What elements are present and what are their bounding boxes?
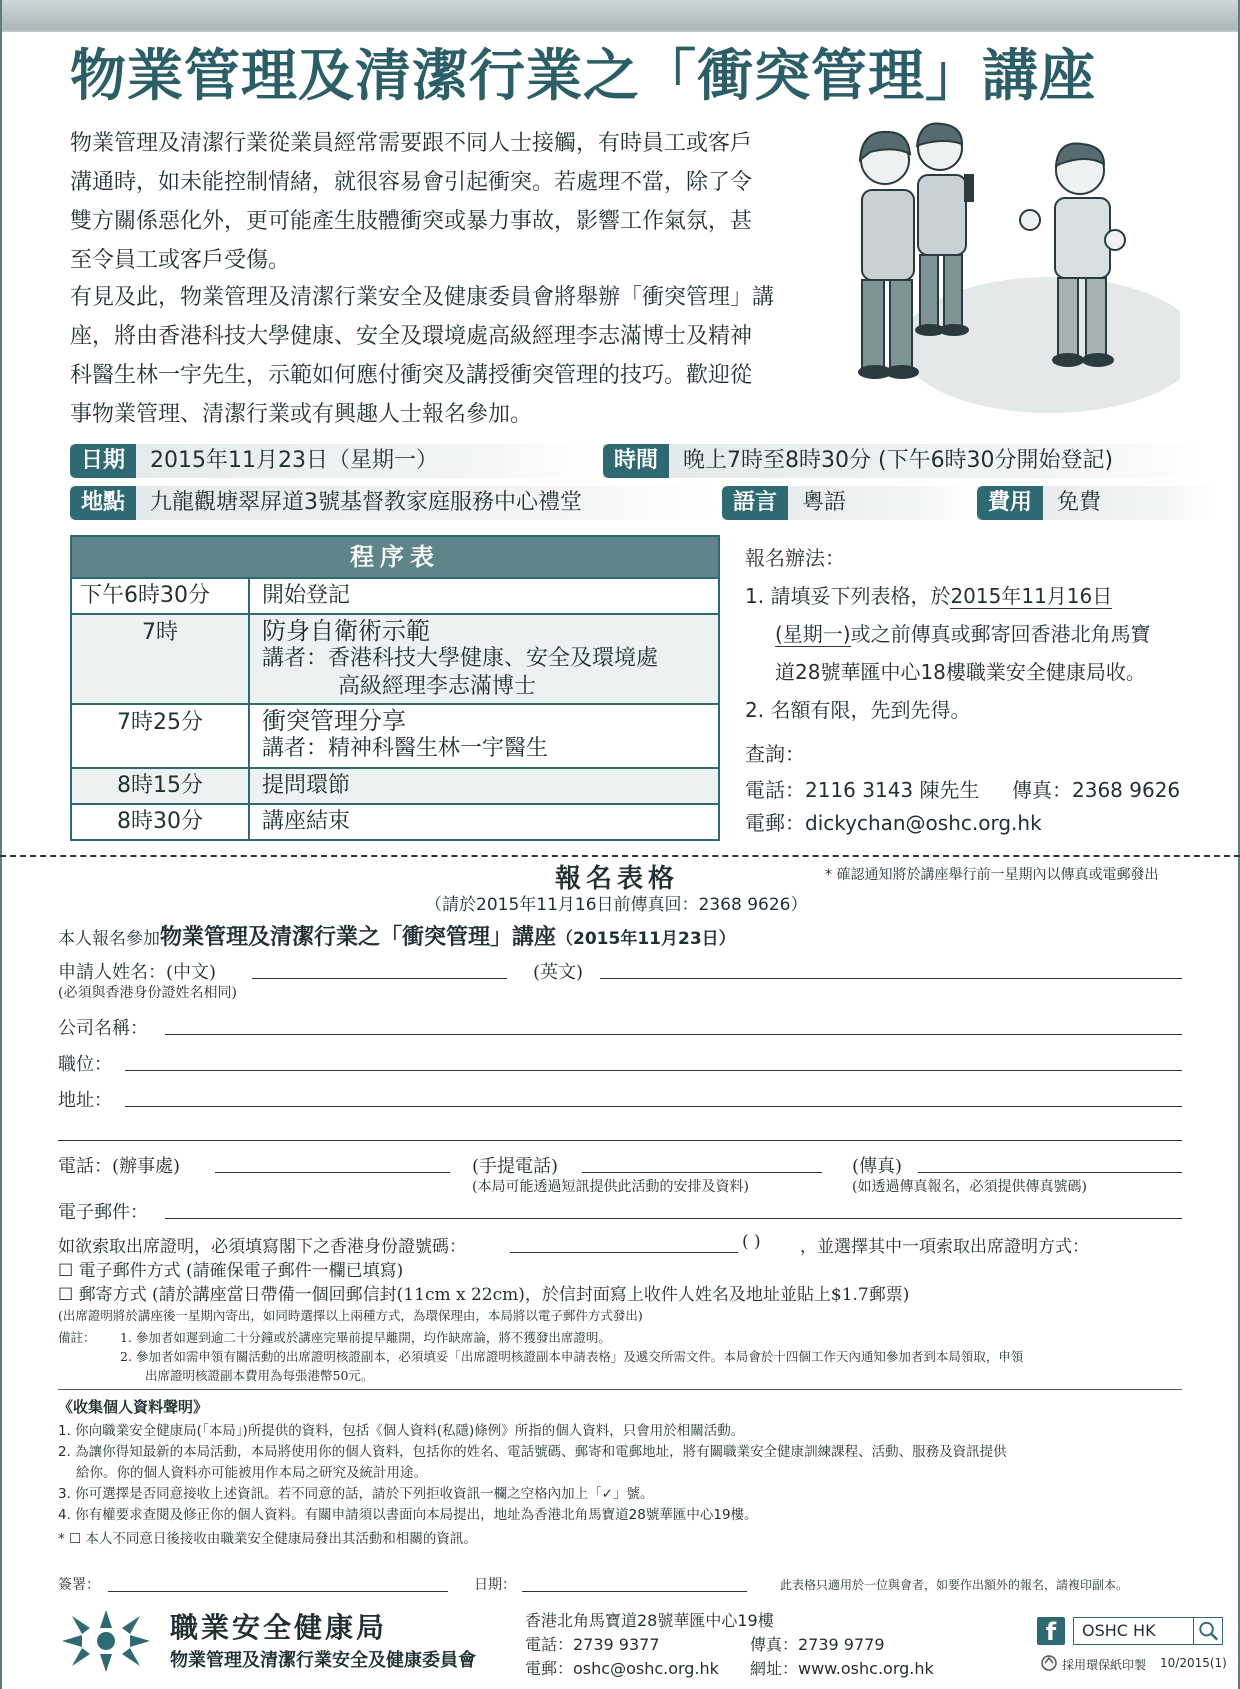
intro-paragraph-1 xyxy=(70,124,830,280)
cert-id-label: 如欲索取出席證明，必須填寫閣下之香港身份證號碼： xyxy=(58,1237,466,1257)
top-banner xyxy=(0,0,1240,32)
language-value: 粵語 xyxy=(802,490,847,515)
schedule-title: 程序表 xyxy=(72,537,718,577)
enrol-line xyxy=(58,920,736,951)
name-cn-label: 申請人姓名：(中文) xyxy=(58,962,217,983)
name-note: (必須與香港身份證姓名相同) xyxy=(58,985,237,1001)
enquiry-email[interactable]: 電郵：dickychan@oshc.org.hk xyxy=(745,811,1042,835)
enrol-event: 物業管理及清潔行業之「衝突管理」講座 xyxy=(160,925,557,950)
tel-office-field[interactable] xyxy=(215,1172,450,1173)
hkid-check-digit[interactable]: ( ) xyxy=(742,1232,761,1252)
table-row xyxy=(72,803,718,839)
schedule-activity: 防身自衛術示範 xyxy=(262,617,430,645)
intro-line: 至令員工或客戶受傷。 xyxy=(70,248,291,273)
cut-line xyxy=(0,855,1240,857)
facebook-icon[interactable]: f xyxy=(1037,1617,1065,1645)
schedule-time: 7時25分 xyxy=(72,705,250,767)
enquiry-fax: 傳真：2368 9626 xyxy=(1012,778,1181,802)
schedule-activity: 衝突管理分享 xyxy=(262,707,406,735)
cert-option-email[interactable]: ☐ 電子郵件方式 (請確保電子郵件一欄已填寫) xyxy=(58,1261,404,1281)
intro-line: 溝通時，如未能控制情緒，就很容易會引起衝突。若處理不當，除了令 xyxy=(70,170,753,195)
position-label: 職位： xyxy=(58,1054,112,1075)
name-en-label: (英文) xyxy=(533,962,584,983)
fax-label: (傳真) xyxy=(852,1156,903,1177)
fee-value: 免費 xyxy=(1057,490,1102,515)
privacy-line-1: 1. 你向職業安全健康局(「本局」)所提供的資料，包括《個人資料(私隱)條例》所指的個人資料，只會用於相關活動。 xyxy=(58,1423,745,1439)
table-row xyxy=(72,577,718,613)
privacy-line-4: 4. 你有權要求查閱及修正你的個人資料。有關申請須以書面向本局提出，地址為香港北角馬寶道28號華匯中心19樓。 xyxy=(58,1507,758,1523)
tel-mobile-note: (本局可能透過短訊提供此活動的安排及資料) xyxy=(472,1179,749,1195)
fax-field[interactable] xyxy=(918,1172,1182,1173)
footer-email[interactable]: 電郵：oshc@oshc.org.hk xyxy=(525,1659,719,1678)
schedule-time: 7時 xyxy=(72,615,250,703)
address-field-2[interactable] xyxy=(58,1140,1182,1141)
venue-value: 九龍觀塘翠屏道3號基督教家庭服務中心禮堂 xyxy=(150,490,582,515)
address-field[interactable] xyxy=(125,1106,1182,1107)
time-label: 時間 xyxy=(603,444,669,478)
registration-item-2: 2. 名額有限，先到先得。 xyxy=(745,698,971,722)
name-en-field[interactable] xyxy=(600,978,1182,979)
schedule-activity-block xyxy=(262,707,548,763)
page-border-left xyxy=(0,0,2,1689)
schedule-time: 下午6時30分 xyxy=(72,579,250,613)
tel-mobile-label: (手提電話) xyxy=(472,1156,559,1177)
schedule-activity: 開始登記 xyxy=(262,583,351,608)
cert-note: (出席證明將於講座後一星期內寄出，如同時選擇以上兩種方式，為環保理由，本局將以電子郵件方式發出) xyxy=(58,1308,643,1323)
recycle-icon xyxy=(1040,1654,1058,1672)
enrol-date: （2015年11月23日） xyxy=(556,929,736,949)
language-label: 語言 xyxy=(722,486,788,520)
footer-tel: 電話：2739 9377 xyxy=(525,1635,660,1654)
date-label: 日期 xyxy=(70,444,136,478)
tel-office-label: 電話：(辦事處) xyxy=(58,1156,181,1177)
cert-choose-label: ，並選擇其中一項索取出席證明方式： xyxy=(800,1237,1089,1257)
sign-date-label: 日期： xyxy=(474,1577,516,1593)
optout-checkbox[interactable]: * ☐ 本人不同意日後接收由職業安全健康局發出其活動和相關的資訊。 xyxy=(58,1531,477,1547)
schedule-speaker: 講者：香港科技大學健康、安全及環境處 xyxy=(262,646,659,671)
schedule-time: 8時15分 xyxy=(72,769,250,803)
remark-2-cont: 出席證明核證副本費用為每張港幣50元。 xyxy=(145,1368,374,1383)
remark-1: 1. 參加者如遲到逾二十分鐘或於講座完畢前提早離開，均作缺席論，將不獲發出席證明。 xyxy=(120,1330,611,1345)
divider xyxy=(58,1389,1182,1390)
privacy-line-3: 3. 你可選擇是否同意接收上述資訊。若不同意的話，請於下列拒收資訊一欄之空格內加上「✓」號。 xyxy=(58,1486,654,1502)
intro-line: 科醫生林一宇先生，示範如何應付衝突及講授衝突管理的技巧。歡迎從 xyxy=(70,363,753,388)
copy-note: 此表格只適用於一位與會者，如要作出額外的報名，請複印副本。 xyxy=(780,1578,1129,1592)
email-label: 電子郵件： xyxy=(58,1202,148,1223)
confirm-note: * 確認通知將於講座舉行前一星期內以傳真或電郵發出 xyxy=(825,867,1159,883)
privacy-line-2: 2. 為讓你得知最新的本局活動，本局將使用你的個人資料，包括你的姓名、電話號碼、郵寄和電郵地址，將有關職業安全健康訓練課程、活動、服務及資訊提供 xyxy=(58,1444,1007,1460)
enquiry-phone: 電話：2116 3143 陳先生 xyxy=(745,778,980,802)
venue-label: 地點 xyxy=(70,486,136,520)
conflict-illustration xyxy=(850,120,1180,420)
registration-item-1 xyxy=(745,578,1112,614)
page-title: 物業管理及清潔行業之「衝突管理」講座 xyxy=(70,44,1096,109)
schedule-table xyxy=(70,535,720,841)
address-label: 地址： xyxy=(58,1090,112,1111)
schedule-time: 8時30分 xyxy=(72,805,250,839)
signature-field[interactable] xyxy=(108,1591,448,1592)
registration-item-1-address: 道28號華匯中心18樓職業安全健康局收。 xyxy=(775,660,1146,684)
registration-text: 1. 請填妥下列表格，於 xyxy=(745,584,951,608)
sign-date-field[interactable] xyxy=(522,1591,747,1592)
privacy-line-2-cont: 給你。你的個人資料亦可能被用作本局之研究及統計用途。 xyxy=(76,1465,427,1481)
form-title: 報名表格 xyxy=(555,864,680,894)
company-field[interactable] xyxy=(165,1034,1182,1035)
registration-deadline: 2015年11月16日 xyxy=(950,584,1113,608)
privacy-title: 《收集個人資料聲明》 xyxy=(58,1398,209,1416)
registration-text: 或之前傳真或郵寄回香港北角馬寶 xyxy=(850,622,1151,646)
print-code: 10/2015(1) xyxy=(1160,1656,1227,1670)
table-row xyxy=(72,767,718,803)
company-label: 公司名稱： xyxy=(58,1018,148,1039)
enquiry-heading: 查詢： xyxy=(745,742,805,766)
footer-fax: 傳真：2739 9779 xyxy=(750,1635,885,1654)
signature-label: 簽署： xyxy=(58,1577,100,1593)
email-field[interactable] xyxy=(165,1218,1182,1219)
time-value: 晚上7時至8時30分 (下午6時30分開始登記) xyxy=(683,448,1114,473)
table-row xyxy=(72,703,718,767)
form-subtitle: （請於2015年11月16日前傳真回：2368 9626） xyxy=(425,895,808,915)
intro-line: 事物業管理、清潔行業或有興趣人士報名參加。 xyxy=(70,402,533,427)
registration-heading: 報名辦法： xyxy=(745,546,845,570)
registration-item-1-cont xyxy=(745,616,1151,652)
facebook-search-box[interactable]: OSHC HK xyxy=(1073,1617,1223,1645)
intro-line: 有見及此，物業管理及清潔行業安全及健康委員會將舉辦「衝突管理」講 xyxy=(70,285,775,310)
fax-note: (如透過傳真報名，必須提供傳真號碼) xyxy=(852,1179,1087,1195)
search-icon[interactable] xyxy=(1193,1617,1223,1645)
intro-line: 雙方關係惡化外，更可能產生肢體衝突或暴力事故，影響工作氣氛，甚 xyxy=(70,209,753,234)
date-value: 2015年11月23日（星期一） xyxy=(150,448,438,473)
fee-label: 費用 xyxy=(977,486,1043,520)
registration-day: (星期一) xyxy=(775,622,851,646)
org-name: 職業安全健康局 xyxy=(170,1611,388,1644)
table-row xyxy=(72,613,718,703)
intro-paragraph-2 xyxy=(70,278,830,434)
schedule-activity-block xyxy=(262,617,658,701)
oshc-logo-icon xyxy=(58,1608,154,1674)
remark-2: 2. 參加者如需申領有關活動的出席證明核證副本，必須填妥「出席證明核證副本申請表格」及遞交所需文件。本局會於十四個工作天內通知參加者到本局領取，申領 xyxy=(120,1349,1024,1364)
enrol-prefix: 本人報名參加 xyxy=(58,929,160,949)
schedule-speaker-2: 高級經理李志滿博士 xyxy=(338,674,537,699)
remark-label: 備註： xyxy=(58,1330,96,1345)
schedule-activity: 講座結束 xyxy=(262,809,351,834)
footer-address: 香港北角馬寶道28號華匯中心19樓 xyxy=(525,1611,774,1630)
cert-option-post[interactable]: ☐ 郵寄方式 (請於講座當日帶備一個回郵信封(11cm x 22cm)，於信封面寫上收件人姓名及地址並貼上$1.7郵票) xyxy=(58,1285,910,1305)
tel-mobile-field[interactable] xyxy=(582,1172,822,1173)
committee-name: 物業管理及清潔行業安全及健康委員會 xyxy=(170,1650,476,1671)
hkid-field[interactable] xyxy=(510,1252,738,1253)
recycled-paper-note: 採用環保紙印製 xyxy=(1062,1658,1147,1672)
footer-website[interactable]: 網址：www.oshc.org.hk xyxy=(750,1659,934,1678)
intro-line: 座，將由香港科技大學健康、安全及環境處高級經理李志滿博士及精神 xyxy=(70,324,753,349)
intro-line: 物業管理及清潔行業從業員經常需要跟不同人士接觸，有時員工或客戶 xyxy=(70,131,753,156)
position-field[interactable] xyxy=(125,1070,1182,1071)
schedule-speaker: 講者：精神科醫生林一宇醫生 xyxy=(262,736,549,761)
schedule-activity: 提問環節 xyxy=(262,773,351,798)
name-cn-field[interactable] xyxy=(252,978,507,979)
